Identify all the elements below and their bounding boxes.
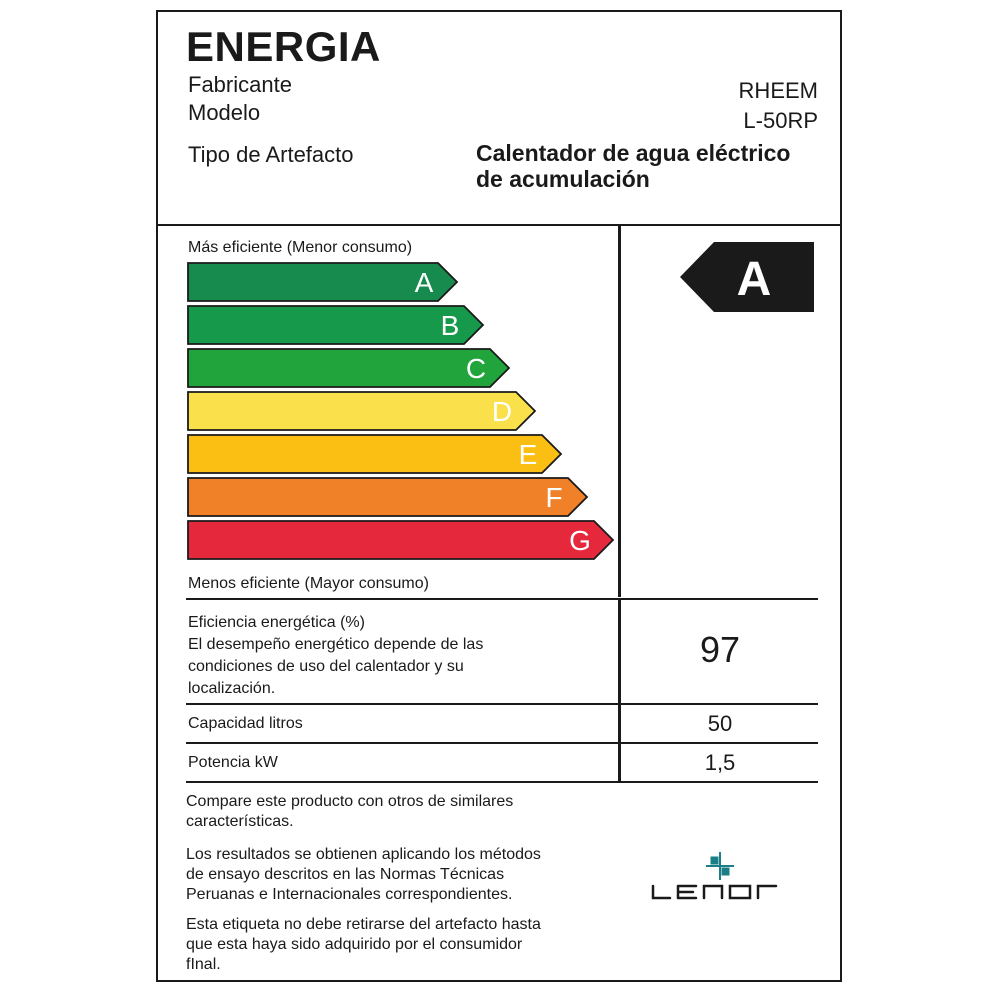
row-divider xyxy=(186,781,818,783)
test-method-note-line: Los resultados se obtienen aplicando los métodos xyxy=(186,846,541,863)
test-method-note-line: de ensayo descritos en las Normas Técnicas xyxy=(186,866,505,883)
row-divider xyxy=(186,703,818,705)
lenor-logo xyxy=(648,850,808,910)
capacity-value: 50 xyxy=(707,711,733,736)
power-value: 1,5 xyxy=(704,750,736,775)
model-value: L-50RP xyxy=(743,108,818,133)
capacity-label: Capacidad litros xyxy=(188,715,303,732)
class-bar-letter: C xyxy=(465,353,487,384)
class-bar-letter: E xyxy=(518,439,538,470)
appliance-type-label: Tipo de Artefacto xyxy=(188,142,354,167)
manufacturer-value: RHEEM xyxy=(738,78,818,103)
lenor-wordmark xyxy=(653,886,776,898)
class-bar-d xyxy=(188,392,535,430)
efficiency-scale xyxy=(158,12,844,984)
class-bar-f xyxy=(188,478,587,516)
removal-notice-line: que esta haya sido adquirido por el consumidor xyxy=(186,936,523,953)
efficiency-note-line: El desempeño energético depende de las xyxy=(188,636,484,653)
class-bar-g xyxy=(188,521,613,559)
energy-label xyxy=(156,10,842,982)
rating-class-indicator xyxy=(680,242,814,316)
compare-note-line: Compare este producto con otros de similares xyxy=(186,793,514,810)
efficiency-note-line: localización. xyxy=(188,680,276,697)
class-bar-letter: G xyxy=(569,525,591,556)
model-label: Modelo xyxy=(188,100,261,125)
class-bar-c xyxy=(188,349,509,387)
removal-notice-line: fInal. xyxy=(186,956,221,973)
row-divider xyxy=(186,742,818,744)
class-bar-letter: B xyxy=(440,310,460,341)
removal-notice-line: Esta etiqueta no debe retirarse del artefacto hasta xyxy=(186,916,541,933)
rating-class-letter: A xyxy=(736,253,772,306)
class-bar-e xyxy=(188,435,561,473)
appliance-type-value: Calentador de agua eléctrico de acumulación xyxy=(476,140,791,192)
efficiency-note-line: condiciones de uso del calentador y su xyxy=(188,658,464,675)
row-divider xyxy=(186,598,818,600)
efficiency-text xyxy=(188,612,548,700)
class-bar-letter: A xyxy=(414,267,434,298)
compare-note xyxy=(186,792,606,832)
class-bar-letter: D xyxy=(491,396,513,427)
manufacturer-label: Fabricante xyxy=(188,72,292,97)
class-bar-b xyxy=(188,306,483,344)
compare-note-line: características. xyxy=(186,813,294,830)
label-title: ENERGIA xyxy=(186,23,381,70)
class-bar-letter: F xyxy=(545,482,563,513)
test-method-note-line: Peruanas e Internacionales correspondientes. xyxy=(186,886,513,903)
efficiency-value: 97 xyxy=(699,629,741,670)
efficiency-label: Eficiencia energética (%) xyxy=(188,614,365,631)
test-method-note xyxy=(186,845,606,905)
class-bar-a xyxy=(188,263,457,301)
removal-notice xyxy=(186,915,606,975)
lenor-star-icon xyxy=(706,852,734,880)
scale-top-caption: Más eficiente (Menor consumo) xyxy=(188,239,413,256)
scale-bottom-caption: Menos eficiente (Mayor consumo) xyxy=(188,575,429,592)
power-label: Potencia kW xyxy=(188,754,278,771)
